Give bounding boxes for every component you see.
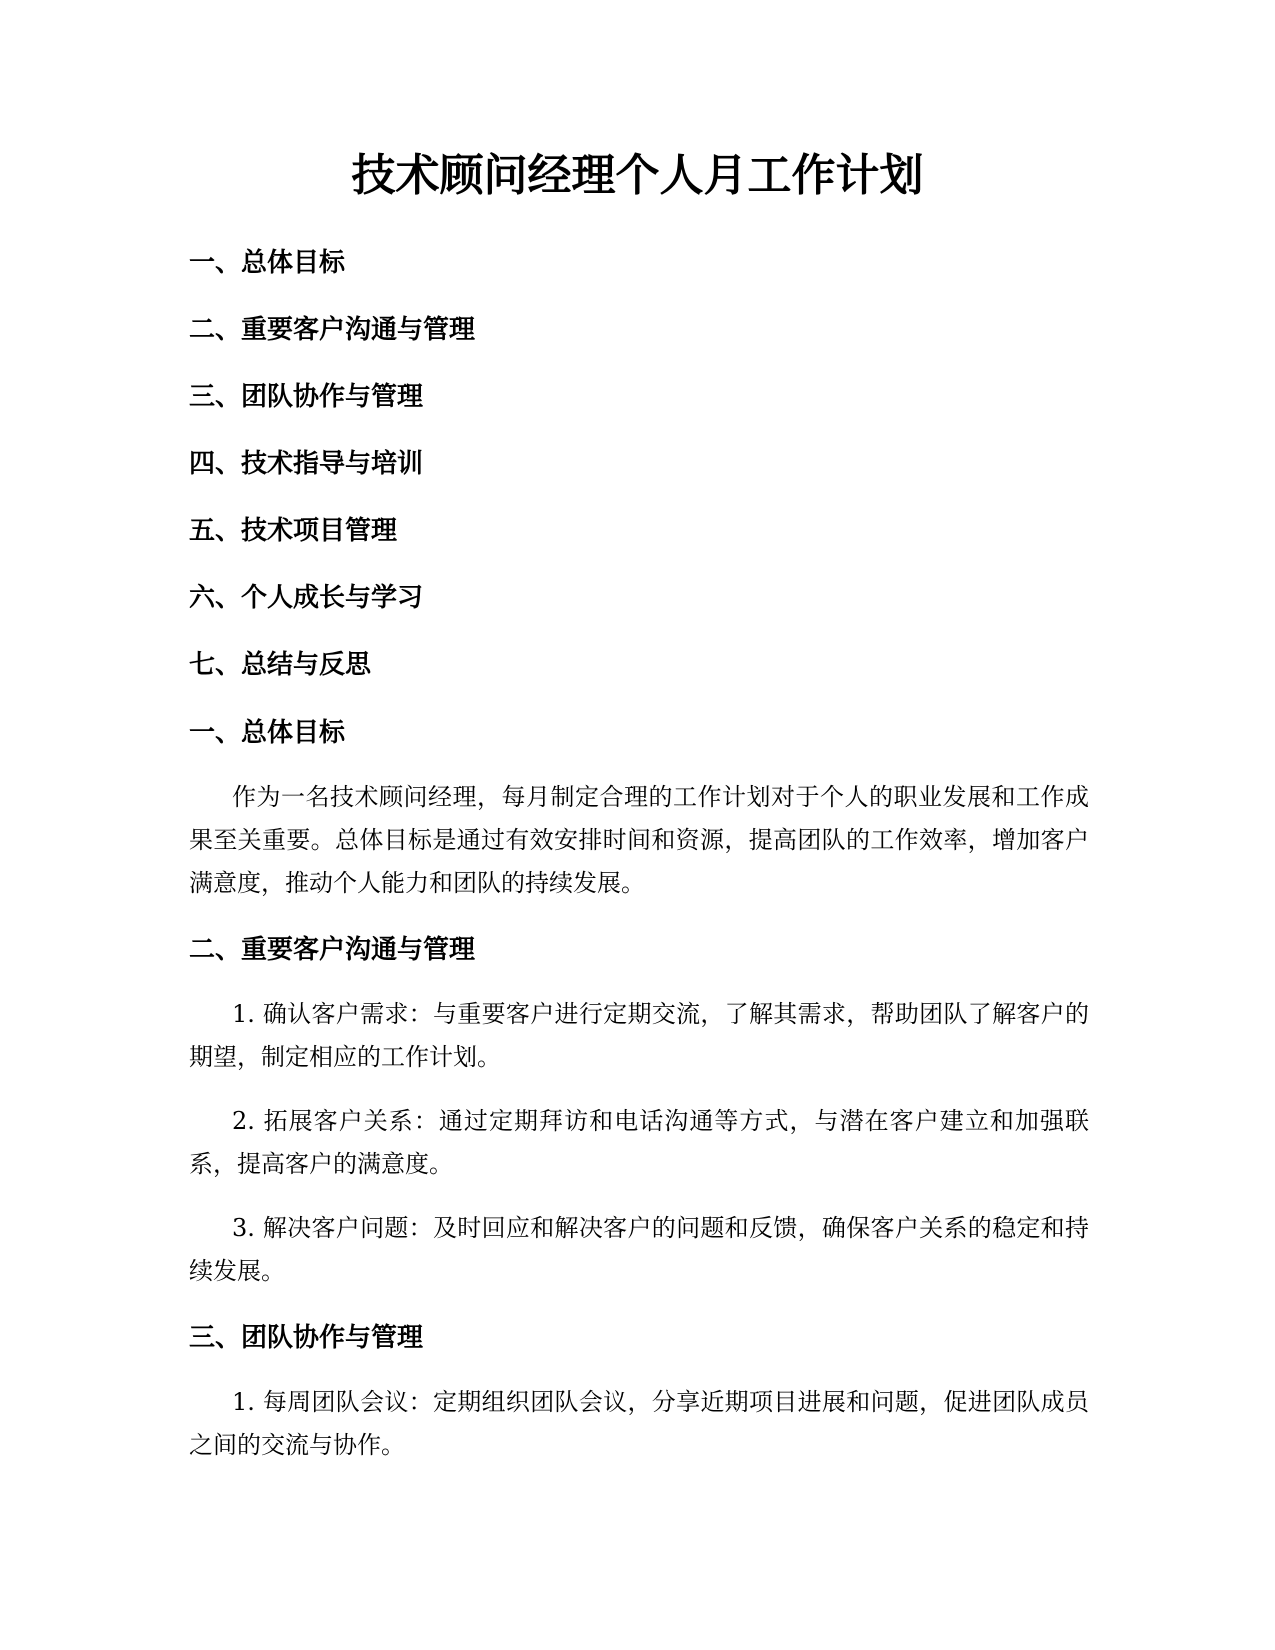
toc-item: 六、个人成长与学习 xyxy=(189,583,424,613)
toc-item: 五、技术项目管理 xyxy=(189,516,398,546)
toc-item: 三、团队协作与管理 xyxy=(189,382,424,412)
toc-item: 一、总体目标 xyxy=(189,248,346,278)
toc-item: 二、重要客户沟通与管理 xyxy=(189,315,476,345)
section-client-communication xyxy=(189,935,1089,1293)
section-heading: 三、团队协作与管理 xyxy=(189,1323,424,1353)
list-item: 2. 拓展客户关系：通过定期拜访和电话沟通等方式，与潜在客户建立和加强联系，提高客户的满意度。 xyxy=(189,1107,1089,1178)
table-of-contents xyxy=(189,248,1089,717)
toc-item: 四、技术指导与培训 xyxy=(189,449,424,479)
list-item: 1. 每周团队会议：定期组织团队会议，分享近期项目进展和问题，促进团队成员之间的交流与协作。 xyxy=(189,1388,1089,1459)
list-item: 1. 确认客户需求：与重要客户进行定期交流，了解其需求，帮助团队了解客户的期望，制定相应的工作计划。 xyxy=(189,1000,1089,1071)
document-title: 技术顾问经理个人月工作计划 xyxy=(351,150,924,201)
list-item: 3. 解决客户问题：及时回应和解决客户的问题和反馈，确保客户关系的稳定和持续发展。 xyxy=(189,1214,1089,1285)
document-body xyxy=(189,718,1089,1467)
section-team-collaboration xyxy=(189,1323,1089,1467)
section-heading: 一、总体目标 xyxy=(189,718,346,748)
paragraph: 作为一名技术顾问经理，每月制定合理的工作计划对于个人的职业发展和工作成果至关重要。总体目标是通过有效安排时间和资源，提高团队的工作效率，增加客户满意度，推动个人能力和团队的持续发展。 xyxy=(189,783,1089,897)
section-heading: 二、重要客户沟通与管理 xyxy=(189,935,476,965)
toc-item: 七、总结与反思 xyxy=(189,650,372,680)
section-overall-goal xyxy=(189,718,1089,905)
